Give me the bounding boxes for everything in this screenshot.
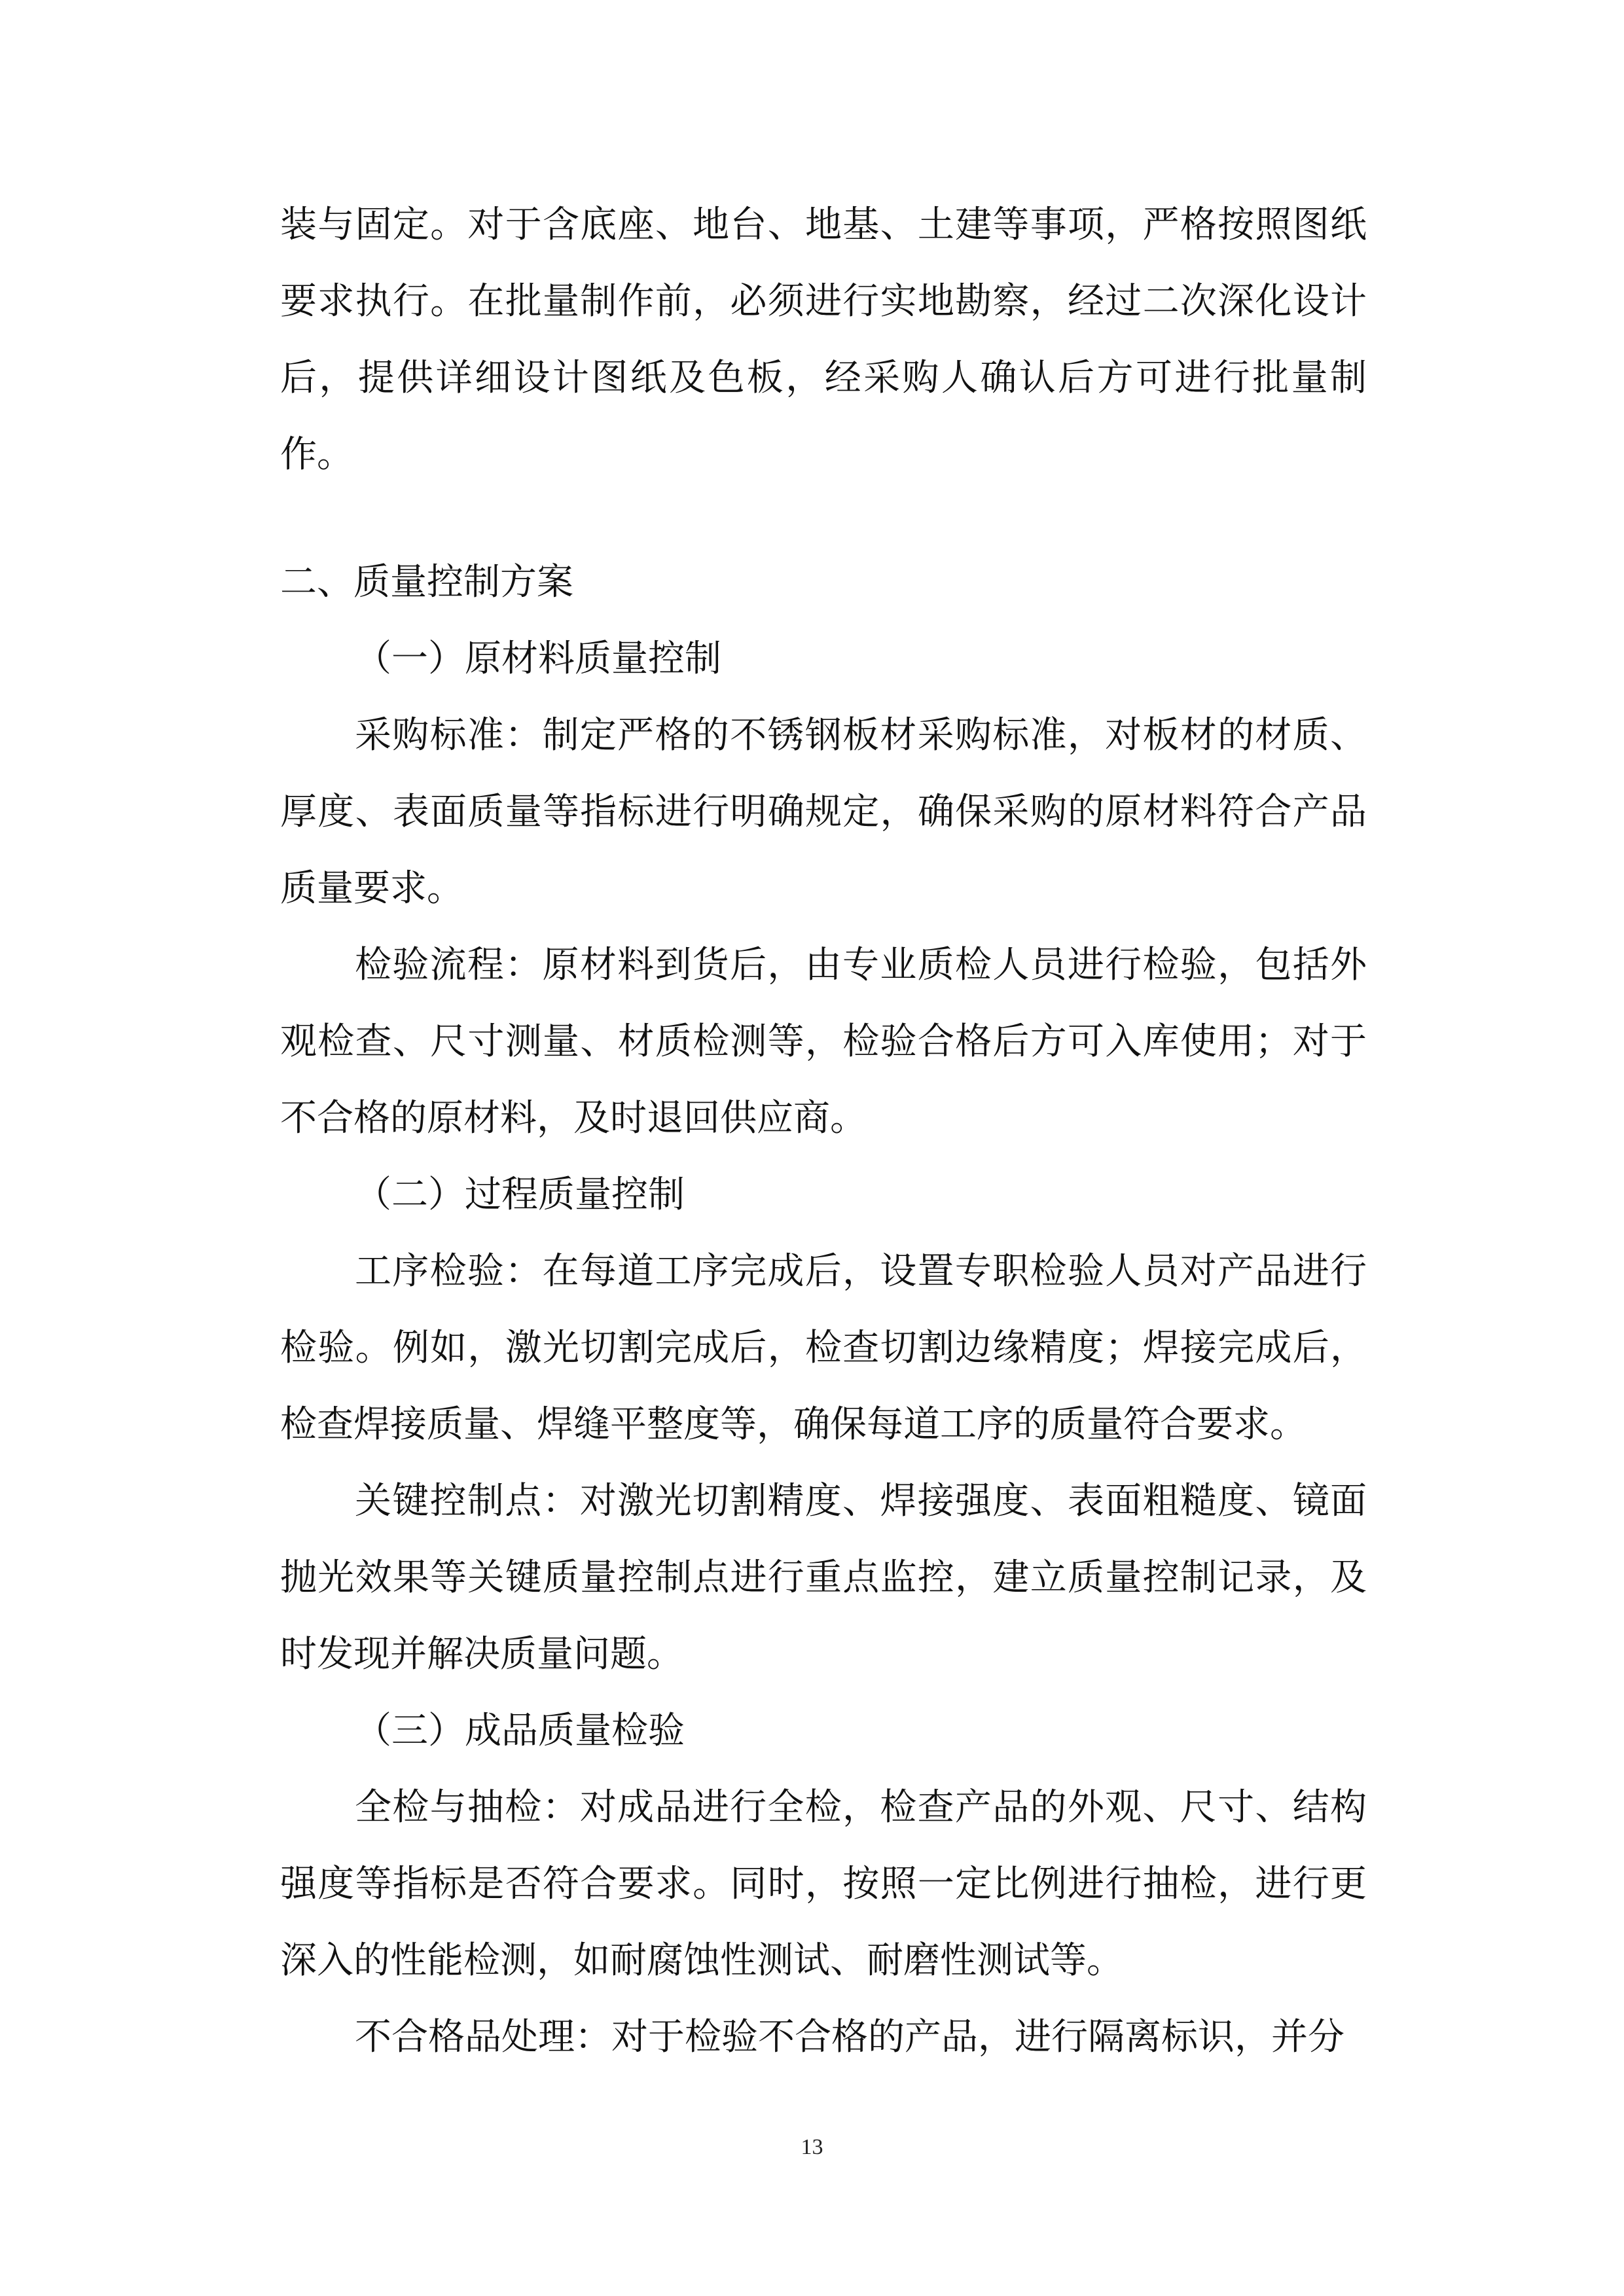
paragraph-installation-continued: 装与固定。对于含底座、地台、地基、土建等事项，严格按照图纸要求执行。在批量制作前，必须进行实地勘察，经过二次深化设计后，提供详细设计图纸及色板，经采购人确认后方可进行批量制作。 [280, 204, 1367, 476]
paragraph-full-and-sample-inspection: 全检与抽检：对成品进行全检，检查产品的外观、尺寸、结构强度等指标是否符合要求。同时，按照一定比例进行抽检，进行更深入的性能检测，如耐腐蚀性测试、耐磨性测试等。 [280, 1786, 1367, 1982]
page-body [280, 187, 1367, 2075]
paragraph-process-inspection: 工序检验：在每道工序完成后，设置专职检验人员对产品进行检验。例如，激光切割完成后，检查切割边缘精度；焊接完成后，检查焊接质量、焊缝平整度等，确保每道工序的质量符合要求。 [280, 1250, 1367, 1446]
page-number: 13 [801, 2135, 823, 2159]
paragraph-nonconforming-handling: 不合格品处理：对于检验不合格的产品，进行隔离标识，并分 [355, 2016, 1344, 2058]
paragraph-inspection-process: 检验流程：原材料到货后，由专业质检人员进行检验，包括外观检查、尺寸测量、材质检测等，检验合格后方可入库使用；对于不合格的原材料，及时退回供应商。 [280, 944, 1367, 1139]
paragraph-procurement-standard: 采购标准：制定严格的不锈钢板材采购标准，对板材的材质、厚度、表面质量等指标进行明确规定，确保采购的原材料符合产品质量要求。 [280, 714, 1367, 910]
section-heading-quality-control-plan: 二、质量控制方案 [280, 561, 573, 603]
subsection-heading-finished-product-inspection: （三）成品质量检验 [355, 1710, 685, 1752]
subsection-heading-raw-material-quality: （一）原材料质量控制 [355, 637, 721, 680]
paragraph-key-control-points: 关键控制点：对激光切割精度、焊接强度、表面粗糙度、镜面抛光效果等关键质量控制点进行重点监控，建立质量控制记录，及时发现并解决质量问题。 [280, 1480, 1367, 1676]
subsection-heading-process-quality: （二）过程质量控制 [355, 1174, 685, 1216]
